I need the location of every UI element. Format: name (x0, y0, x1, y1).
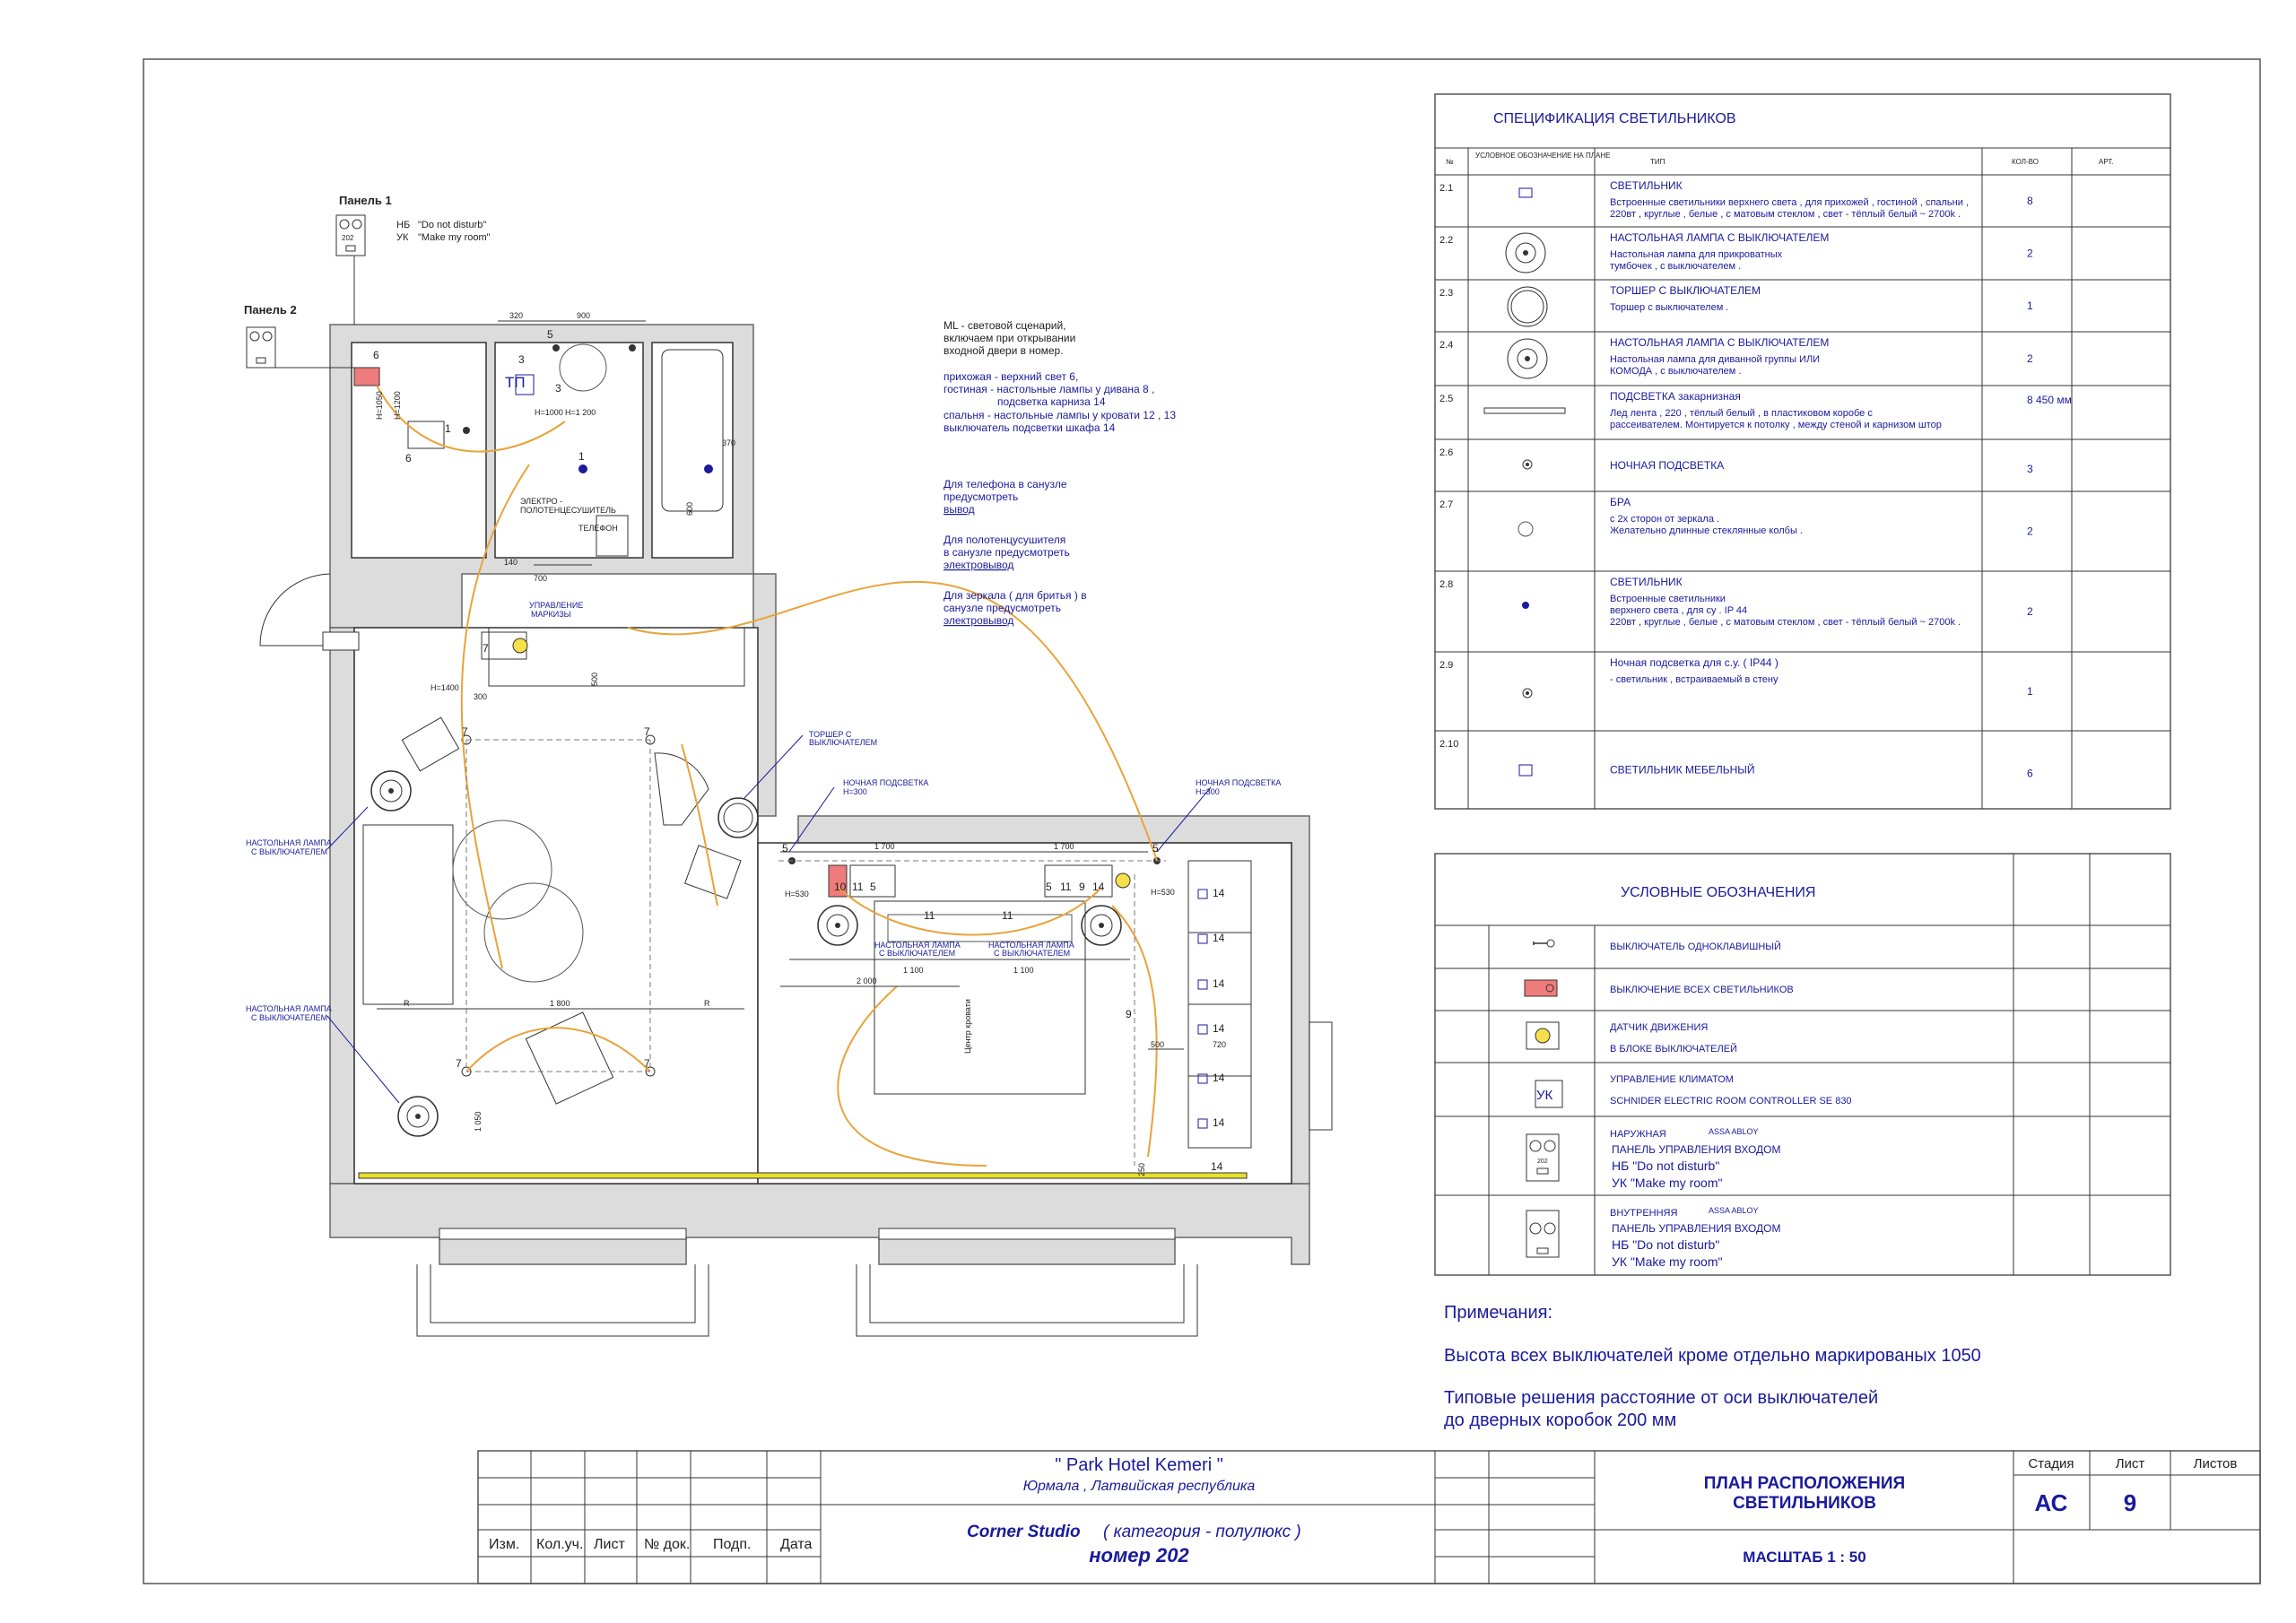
svg-text:1 100: 1 100 (903, 966, 924, 975)
title-block-grid (478, 1451, 2260, 1584)
entrance-door-frame (323, 632, 359, 650)
legend-grid (1435, 854, 2170, 1275)
legend-row-head: ВНУТРЕННЯЯ (1610, 1208, 1678, 1219)
spec-row-desc: верхнего света , для су . IP 44 (1610, 605, 1748, 616)
legend-row-line: ВЫКЛЮЧАТЕЛЬ ОДНОКЛАВИШНЫЙ (1610, 942, 1781, 952)
spec-row-no: 2.4 (1439, 340, 1454, 351)
svg-text:3: 3 (518, 353, 525, 366)
svg-text:ЭЛЕКТРО -: ЭЛЕКТРО - (520, 497, 563, 506)
night-light-3 (463, 427, 470, 434)
svg-text:H=300: H=300 (1196, 787, 1220, 796)
spec-row-name: БРА (1610, 496, 1631, 508)
svg-text:АРТ.: АРТ. (2099, 158, 2114, 166)
bed-axis-label: Центр кровати (963, 999, 972, 1054)
svg-text:ТИП: ТИП (1650, 158, 1665, 166)
room-number: номер 202 (1089, 1544, 1189, 1567)
svg-text:Подп.: Подп. (713, 1537, 752, 1552)
legend-panel-room: 202 (1537, 1159, 1548, 1165)
legend-row-line: SCHNIDER ELECTRIC ROOM CONTROLLER SE 830 (1610, 1096, 1852, 1107)
spec-row-desc: Лед лента , 220 , тёплый белый , в пластиковом коробе с (1610, 408, 1873, 419)
svg-text:предусмотреть: предусмотреть (944, 490, 1019, 503)
spec-row-desc: тумбочек , с выключателем . (1610, 261, 1742, 272)
legend-row-line: ПАНЕЛЬ УПРАВЛЕНИЯ ВХОДОМ (1612, 1143, 1781, 1156)
notes-line-1: Высота всех выключателей кроме отдельно маркированых 1050 (1444, 1346, 1981, 1366)
svg-text:5: 5 (870, 881, 876, 893)
svg-text:14: 14 (1213, 887, 1225, 899)
svg-text:900: 900 (577, 311, 591, 320)
spec-title: СПЕЦИФИКАЦИЯ СВЕТИЛЬНИКОВ (1493, 111, 1736, 126)
title-block-cols (489, 1537, 813, 1552)
svg-text:11: 11 (1060, 881, 1072, 893)
svg-text:R: R (404, 999, 410, 1008)
svg-text:выключатель подсветки шкафа 14: выключатель подсветки шкафа 14 (944, 421, 1116, 434)
svg-text:Кол.уч.: Кол.уч. (536, 1537, 584, 1552)
legend-rows (1610, 941, 1852, 1269)
living-room (354, 628, 758, 1184)
markizy-label (529, 601, 583, 619)
spec-row-qty: 3 (2027, 463, 2033, 475)
svg-text:9: 9 (1079, 881, 1085, 893)
svg-text:КОЛ-ВО: КОЛ-ВО (2012, 158, 2039, 166)
svg-text:НАСТОЛЬНАЯ ЛАМПА: НАСТОЛЬНАЯ ЛАМПА (246, 1004, 332, 1013)
svg-text:Лист: Лист (594, 1537, 625, 1552)
spec-row-qty: 6 (2027, 767, 2033, 780)
motion-sensor-bed (1116, 873, 1130, 888)
svg-text:НОЧНАЯ ПОДСВЕТКА: НОЧНАЯ ПОДСВЕТКА (1196, 778, 1282, 787)
spec-row-desc: 220вт , круглые , белые , с матовым стеклом , свет - тёплый белый ~ 2700k . (1610, 617, 1961, 628)
lamp-label-left-1 (246, 838, 332, 856)
svg-text:1 800: 1 800 (550, 999, 570, 1008)
entrance-door-swing (260, 574, 330, 646)
window-side (1309, 1022, 1332, 1130)
spec-row-desc: 220вт , круглые , белые , с матовым стеклом , свет - тёплый белый ~ 2700k . (1610, 209, 1961, 220)
svg-text:Для телефона в санузле: Для телефона в санузле (944, 478, 1067, 490)
svg-text:11: 11 (924, 909, 935, 922)
spec-row-no: 2.3 (1439, 288, 1454, 299)
legend-row-line: В БЛОКЕ ВЫКЛЮЧАТЕЛЕЙ (1610, 1044, 1737, 1055)
notes-line-3: до дверных коробок 200 мм (1444, 1410, 1677, 1430)
window-left (439, 1228, 686, 1239)
notes-line-2: Типовые решения расстояние от оси выключателей (1444, 1388, 1879, 1408)
svg-text:500: 500 (1151, 1040, 1165, 1049)
svg-text:Для зеркала ( для бритья ) в: Для зеркала ( для бритья ) в (944, 589, 1087, 602)
svg-text:14: 14 (1213, 977, 1225, 990)
svg-text:Дата: Дата (780, 1537, 813, 1552)
panel-1-uk: УК (396, 232, 409, 243)
svg-text:1 100: 1 100 (1013, 966, 1034, 975)
svg-text:Изм.: Изм. (489, 1537, 520, 1552)
master-switch-hall (354, 368, 379, 386)
spec-row-desc: Настольная лампа для прикроватных (1610, 249, 1783, 260)
svg-text:электровывод: электровывод (944, 614, 1014, 627)
svg-text:600: 600 (685, 501, 694, 516)
led-curtain-strip (359, 1173, 1247, 1178)
stage-value: АС (2034, 1489, 2068, 1516)
legend-row-head: НАРУЖНАЯ (1610, 1129, 1666, 1140)
svg-text:подсветка карниза 14: подсветка карниза 14 (997, 395, 1106, 408)
spec-row-name: НАСТОЛЬНАЯ ЛАМПА С ВЫКЛЮЧАТЕЛЕМ (1610, 336, 1830, 349)
svg-text:вывод: вывод (944, 503, 975, 516)
panel-1-title: Панель 1 (339, 194, 392, 207)
spec-row-desc: КОМОДА , с выключателем . (1610, 366, 1742, 377)
svg-text:С ВЫКЛЮЧАТЕЛЕМ: С ВЫКЛЮЧАТЕЛЕМ (251, 1013, 328, 1022)
wall-left (330, 628, 354, 1184)
svg-text:ML - световой сценарий,: ML - световой сценарий, (944, 319, 1066, 332)
svg-text:МАРКИЗЫ: МАРКИЗЫ (531, 610, 571, 619)
telefon-label: ТЕЛЕФОН (578, 524, 618, 533)
legend-title: УСЛОВНЫЕ ОБОЗНАЧЕНИЯ (1621, 885, 1816, 900)
svg-text:спальня - настольные лампы у к: спальня - настольные лампы у кровати 12 , 13 (944, 409, 1176, 421)
svg-text:14: 14 (1211, 1160, 1223, 1173)
spec-row-name: СВЕТИЛЬНИК (1610, 179, 1683, 192)
svg-text:14: 14 (1092, 881, 1105, 893)
svg-text:H=1200: H=1200 (393, 391, 402, 420)
spec-row-desc: Настольная лампа для диванной группы ИЛИ (1610, 354, 1821, 365)
svg-text:7: 7 (462, 725, 468, 738)
balcony-right (857, 1264, 1197, 1336)
svg-text:300: 300 (474, 692, 488, 701)
svg-text:НАСТОЛЬНАЯ ЛАМПА: НАСТОЛЬНАЯ ЛАМПА (246, 838, 332, 847)
svg-text:2 000: 2 000 (857, 976, 877, 985)
svg-text:6: 6 (373, 349, 379, 361)
svg-text:H=1400: H=1400 (430, 683, 459, 692)
wall-bottom (330, 1184, 1309, 1264)
spec-row-desc: с 2х сторон от зеркала . (1610, 514, 1720, 525)
panel-1-nb: НБ (396, 220, 411, 230)
svg-text:7: 7 (483, 642, 489, 655)
panel-1-room: 202 (342, 234, 354, 242)
svg-text:9: 9 (1126, 1008, 1132, 1020)
svg-text:С ВЫКЛЮЧАТЕЛЕМ: С ВЫКЛЮЧАТЕЛЕМ (879, 949, 956, 958)
svg-text:санузле предусмотреть: санузле предусмотреть (944, 602, 1061, 614)
window-right (879, 1228, 1175, 1239)
spec-row-no: 2.1 (1439, 183, 1454, 194)
svg-text:прихожая - верхний свет 6,: прихожая - верхний свет 6, (944, 370, 1079, 383)
spec-row-name: Ночная подсветка для с.у. ( IP44 ) (1610, 656, 1779, 669)
spec-row-no: 2.9 (1439, 660, 1454, 671)
svg-text:R: R (704, 999, 710, 1008)
svg-text:1 700: 1 700 (874, 842, 895, 851)
svg-text:С ВЫКЛЮЧАТЕЛЕМ: С ВЫКЛЮЧАТЕЛЕМ (994, 949, 1071, 958)
night-light-label-2 (1196, 778, 1281, 796)
sheet-value: 9 (2123, 1489, 2137, 1516)
svg-text:1 050: 1 050 (474, 1111, 483, 1132)
spec-row-desc: - светильник , встраиваемый в стену (1610, 674, 1779, 685)
spec-row-qty: 1 (2027, 685, 2033, 698)
spec-row-no: 2.2 (1439, 235, 1454, 246)
svg-text:320: 320 (509, 311, 524, 320)
svg-text:11: 11 (1002, 909, 1013, 922)
project-location: Юрмала , Латвийская республика (1022, 1479, 1256, 1494)
project-name: " Park Hotel Kemeri " (1055, 1455, 1223, 1475)
scale-label: МАСШТАБ 1 : 50 (1743, 1549, 1866, 1566)
spec-row-qty: 1 (2027, 299, 2033, 312)
svg-text:H=530: H=530 (1151, 888, 1175, 897)
svg-text:6: 6 (405, 452, 412, 464)
svg-text:1: 1 (578, 450, 585, 463)
svg-text:электровывод: электровывод (944, 559, 1014, 571)
floor-plan (247, 215, 1332, 1336)
spec-row-no: 2.10 (1439, 739, 1459, 750)
svg-text:ПОЛОТЕНЦЕСУШИТЕЛЬ: ПОЛОТЕНЦЕСУШИТЕЛЬ (520, 506, 616, 515)
svg-text:1: 1 (445, 422, 451, 435)
svg-text:10: 10 (834, 881, 847, 893)
svg-text:700: 700 (534, 574, 548, 583)
spec-row-qty: 2 (2027, 352, 2033, 365)
legend-row-line: НБ "Do not disturb" (1612, 1159, 1720, 1173)
svg-text:250: 250 (1137, 1162, 1146, 1176)
svg-text:H=530: H=530 (785, 890, 809, 898)
spec-row-desc: Встроенные светильники (1610, 594, 1726, 604)
motion-sensor-living (513, 638, 527, 653)
svg-text:гостиная - настольные лампы у: гостиная - настольные лампы у дивана 8 , (944, 383, 1155, 395)
lamp-label-bed-2 (988, 941, 1074, 958)
svg-text:№ док.: № док. (644, 1537, 691, 1552)
spec-row-qty: 2 (2027, 605, 2033, 618)
legend-row-line: ВЫКЛЮЧЕНИЕ ВСЕХ СВЕТИЛЬНИКОВ (1610, 985, 1794, 995)
lamp-label-bed-1 (874, 941, 961, 958)
legend-row-line: ДАТЧИК ДВИЖЕНИЯ (1610, 1022, 1709, 1033)
legend-row-line: ПАНЕЛЬ УПРАВЛЕНИЯ ВХОДОМ (1612, 1222, 1781, 1235)
balcony-left (417, 1264, 709, 1336)
legend-row-line: УК "Make my room" (1612, 1254, 1723, 1269)
spec-row-qty: 2 (2027, 525, 2033, 538)
svg-text:7: 7 (644, 1057, 650, 1070)
panel-2-title: Панель 2 (244, 303, 297, 317)
legend-uk-symbol: УК (1536, 1088, 1553, 1103)
svg-text:1 700: 1 700 (1054, 842, 1074, 851)
tp-label: ТП (505, 374, 526, 391)
spec-row-no: 2.8 (1439, 579, 1454, 590)
svg-text:№: № (1446, 158, 1454, 166)
svg-text:5: 5 (1152, 842, 1159, 855)
spec-headers (1446, 152, 2114, 166)
towel-note (944, 534, 1070, 571)
svg-text:14: 14 (1213, 1072, 1225, 1084)
spec-row-desc: Встроенные светильники верхнего света , для прихожей , гостиной , спальни , (1610, 197, 1969, 208)
svg-text:14: 14 (1213, 1022, 1225, 1035)
svg-text:7: 7 (456, 1057, 462, 1070)
legend-row-line: УК "Make my room" (1612, 1176, 1723, 1190)
sheet-title-2: СВЕТИЛЬНИКОВ (1733, 1494, 1876, 1513)
svg-text:7: 7 (644, 725, 650, 738)
spec-row-qty: 2 (2027, 247, 2033, 260)
panel-1-nb-text: "Do not disturb" (418, 220, 487, 230)
svg-text:входной двери в номер.: входной двери в номер. (944, 344, 1064, 357)
svg-text:5: 5 (547, 328, 553, 341)
svg-text:НАСТОЛЬНАЯ ЛАМПА: НАСТОЛЬНАЯ ЛАМПА (988, 941, 1074, 950)
mirror-note (944, 589, 1087, 627)
svg-text:ВЫКЛЮЧАТЕЛЕМ: ВЫКЛЮЧАТЕЛЕМ (809, 738, 878, 747)
legend-row-line: НБ "Do not disturb" (1612, 1237, 1720, 1252)
svg-text:НАСТОЛЬНАЯ ЛАМПА: НАСТОЛЬНАЯ ЛАМПА (874, 941, 961, 950)
svg-text:H=1 200: H=1 200 (565, 408, 596, 417)
svg-text:Для полотенцусушителя: Для полотенцусушителя (944, 534, 1066, 546)
svg-text:НОЧНАЯ ПОДСВЕТКА: НОЧНАЯ ПОДСВЕТКА (843, 778, 929, 787)
svg-text:УПРАВЛЕНИЕ: УПРАВЛЕНИЕ (529, 601, 584, 610)
svg-text:11: 11 (852, 881, 864, 893)
scenario-note (944, 319, 1075, 357)
spec-row-no: 2.6 (1439, 447, 1454, 458)
spec-row-name: НАСТОЛЬНАЯ ЛАМПА С ВЫКЛЮЧАТЕЛЕМ (1610, 231, 1830, 244)
lamp-label-left-2 (246, 1004, 332, 1022)
sheet-title-1: ПЛАН РАСПОЛОЖЕНИЯ (1703, 1474, 1906, 1493)
svg-text:ТОРШЕР С: ТОРШЕР С (809, 730, 852, 739)
spec-row-name: ТОРШЕР С ВЫКЛЮЧАТЕЛЕМ (1610, 284, 1761, 297)
spec-row-desc: рассеивателем. Монтируется к потолку , между стеной и карнизом штор (1610, 420, 1942, 430)
spec-row-name: СВЕТИЛЬНИК (1610, 576, 1683, 588)
studio-name: Corner Studio (967, 1523, 1081, 1541)
spec-rows (1439, 179, 2072, 780)
phone-note (944, 478, 1067, 516)
spec-row-no: 2.5 (1439, 394, 1454, 404)
svg-text:в санузле предусмотреть: в санузле предусмотреть (944, 546, 1070, 559)
svg-text:H=300: H=300 (843, 787, 867, 796)
svg-text:С ВЫКЛЮЧАТЕЛЕМ: С ВЫКЛЮЧАТЕЛЕМ (251, 847, 328, 856)
sheets-header: Листов (2193, 1456, 2238, 1471)
notes-title: Примечания: (1444, 1303, 1553, 1323)
spec-row-desc: Торшер с выключателем . (1610, 302, 1729, 313)
svg-text:5: 5 (1046, 881, 1052, 893)
legend-row-line: УПРАВЛЕНИЕ КЛИМАТОМ (1610, 1074, 1734, 1085)
svg-text:3: 3 (555, 382, 561, 395)
bath-room (652, 343, 736, 558)
svg-text:720: 720 (1213, 1040, 1227, 1049)
spec-row-no: 2.7 (1439, 499, 1454, 510)
svg-text:УСЛОВНОЕ ОБОЗНАЧЕНИЕ НА ПЛАНЕ: УСЛОВНОЕ ОБОЗНАЧЕНИЕ НА ПЛАНЕ (1475, 152, 1611, 160)
spec-row-name: ПОДСВЕТКА закарнизная (1610, 390, 1741, 403)
stage-header: Стадия (2028, 1456, 2074, 1471)
legend-row-brand: ASSA ABLOY (1709, 1206, 1759, 1215)
svg-text:370: 370 (722, 438, 736, 447)
svg-text:140: 140 (504, 558, 518, 567)
panel-1-uk-text: "Make my room" (418, 232, 491, 243)
torsher-label (809, 730, 877, 747)
scenario-list (944, 370, 1176, 434)
night-light-label-1 (843, 778, 928, 796)
svg-text:H=1050: H=1050 (375, 391, 384, 420)
svg-text:H=1000: H=1000 (535, 408, 563, 417)
sheet-header: Лист (2115, 1456, 2145, 1471)
spec-row-qty: 8 450 мм (2027, 394, 2072, 406)
svg-text:500: 500 (590, 672, 599, 686)
spec-row-name: СВЕТИЛЬНИК МЕБЕЛЬНЫЙ (1610, 763, 1755, 777)
svg-text:14: 14 (1213, 1116, 1225, 1129)
studio-category: ( категория - полулюкс ) (1103, 1523, 1301, 1541)
svg-text:5: 5 (782, 842, 788, 855)
spec-row-qty: 8 (2027, 195, 2033, 207)
spec-row-name: НОЧНАЯ ПОДСВЕТКА (1610, 459, 1725, 472)
legend-row-brand: ASSA ABLOY (1709, 1127, 1759, 1136)
svg-text:14: 14 (1213, 932, 1225, 944)
spec-row-desc: Желательно длинные стеклянные колбы . (1610, 525, 1803, 536)
svg-text:включаем при открывании: включаем при открывании (944, 332, 1076, 344)
panel-2-icon (247, 327, 275, 368)
